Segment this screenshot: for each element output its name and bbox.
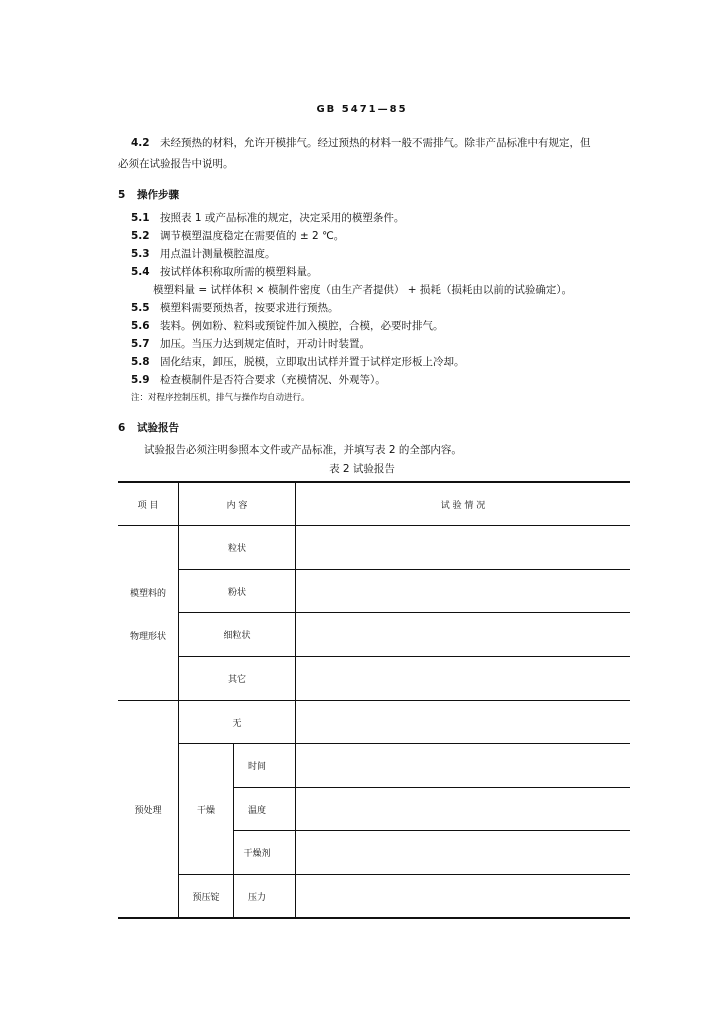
section-5-number: 5 [118,189,126,201]
preform-label: 预压锭 [192,892,220,903]
step-text: 按照表 1 或产品标准的规定，决定采用的模塑条件。 [160,212,405,224]
group-physical-form-line1: 模塑料的 [129,588,166,599]
table-caption: 表 2 试验报告 [329,463,395,475]
header-item: 项 目 [137,500,159,511]
header-result: 试 验 情 况 [440,500,486,511]
step-number: 5.9 [131,374,150,386]
group-pretreatment: 预处理 [134,805,162,816]
row-other: 其它 [227,675,246,685]
para-4-2-number: 4.2 [131,137,150,149]
section-5-note: 注：对程序控制压机，排气与操作均自动进行。 [131,393,310,403]
section-6-text: 试验报告必须注明参照本文件或产品标准，并填写表 2 的全部内容。 [144,444,462,456]
para-4-2-line1: 未经预热的材料，允许开模排气。经过预热的材料一般不需排气。除非产品标准中有规定，但 [160,137,591,149]
group-physical-form-line2: 物理形状 [129,631,166,642]
step-text: 加压。当压力达到规定值时，开动计时装置。 [160,338,370,350]
table-bottom-rule [118,917,630,919]
drying-label: 干燥 [196,805,215,816]
section-6-number: 6 [118,422,126,434]
step-number: 5.5 [131,302,150,314]
step-number: 5.1 [131,212,150,224]
row-drying-temperature: 温度 [247,805,266,816]
step-number: 5.4 [131,266,150,278]
step-number: 5.3 [131,248,150,260]
row-desiccant: 干燥剂 [243,849,271,859]
row-none: 无 [232,718,242,729]
table-rule [233,787,630,788]
table-rule [233,830,630,831]
page-header: GB 5471—85 [316,104,408,115]
section-6-title: 试验报告 [137,422,179,434]
row-powder: 粉状 [227,587,246,598]
table-col-rule [295,483,296,917]
step-number: 5.6 [131,320,150,332]
step-text: 调节模塑温度稳定在需要值的 ± 2 ℃。 [160,230,345,242]
step-number: 5.7 [131,338,150,350]
row-granular: 粒状 [227,544,246,554]
step-text: 按试样体积称取所需的模塑料量。 [160,266,318,278]
row-drying-time: 时间 [247,762,266,772]
step-text: 检查模制件是否符合要求（充模情况、外观等）。 [160,374,386,386]
step-number: 5.2 [131,230,150,242]
step-text: 模塑料需要预热者，按要求进行预热。 [160,302,339,314]
step-formula: 模塑料量 = 试样体积 × 模制件密度（由生产者提供） + 损耗（损耗由以前的试验确定）。 [153,284,573,296]
step-text: 固化结束，卸压，脱模，立即取出试样并置于试样定形板上冷却。 [160,356,465,368]
step-number: 5.8 [131,356,150,368]
row-fine-granular: 细粒状 [223,631,251,641]
row-preform-pressure: 压力 [247,892,266,903]
step-text: 装料。例如粉、粒料或预锭件加入模腔，合模，必要时排气。 [160,320,444,332]
step-text: 用点温计测量模腔温度。 [160,248,276,260]
header-content: 内 容 [226,500,248,511]
section-5-title: 操作步骤 [137,189,179,201]
para-4-2-line2: 必须在试验报告中说明。 [118,158,234,170]
